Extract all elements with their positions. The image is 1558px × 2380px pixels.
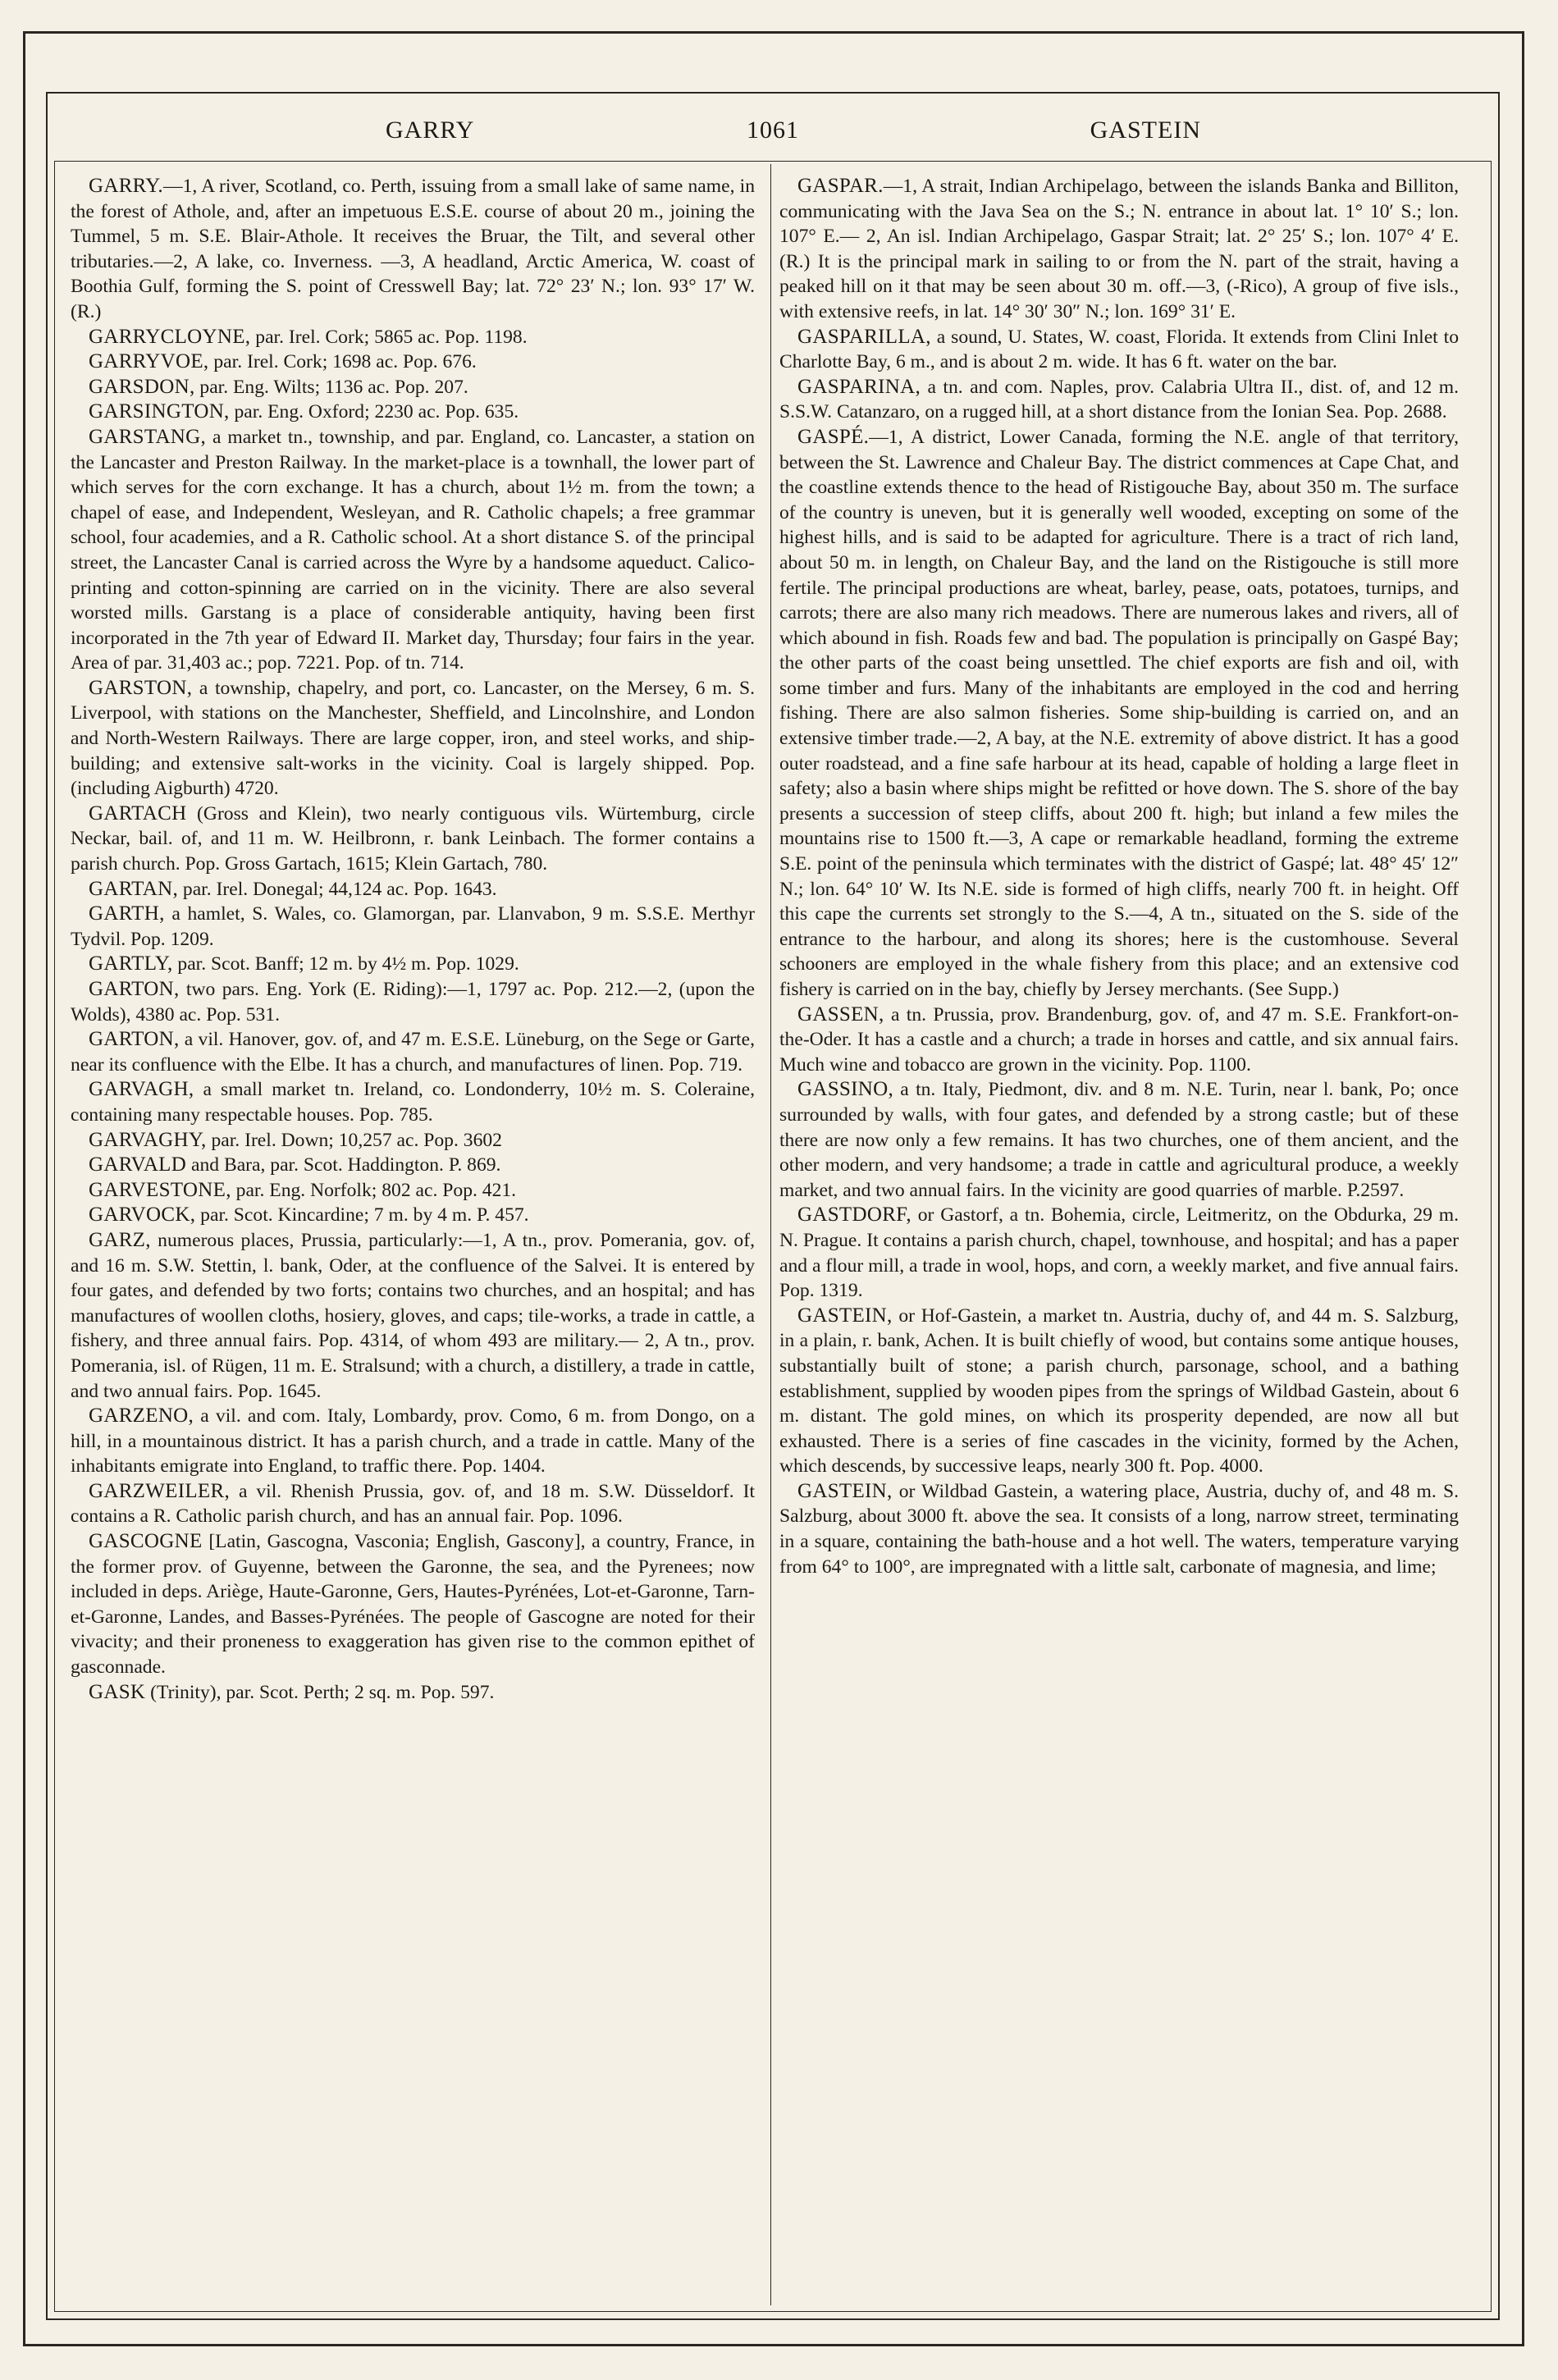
entry-text: par. Irel. Cork; 5865 ac. Pop. 1198. — [250, 326, 528, 348]
gazetteer-entry — [779, 174, 1459, 325]
gazetteer-entry — [71, 877, 755, 902]
entry-text: —1, A river, Scotland, co. Perth, issuing from a small lake of same name, in the forest of Athole, and, after an impetuous E.S.E. course of about 20 m., joining the Tummel, 5 m. S.E. Blair-Athole. It receives the Bruar, the Tilt, and several other tributaries.—2, A lake, co. Inverness. —3, A headland, Arctic America, W. coast of Boothia Gulf, forming the S. point of Cresswell Bay; lat. 72° 23′ N.; lon. 93° 17′ W. (R.) — [71, 176, 755, 322]
entry-text: (Gross and Klein), two nearly contiguous vils. Würtemburg, circle Neckar, bail. of, and 11 m. W. Heilbronn, r. bank Leinbach. The former contains a parish church. Pop. Gross Gartach, 1615; Klein Gartach, 780. — [71, 802, 755, 875]
gazetteer-entry — [71, 1027, 755, 1077]
gazetteer-entry — [71, 902, 755, 952]
gazetteer-entry — [71, 400, 755, 425]
running-head — [74, 116, 1472, 149]
gazetteer-entry — [71, 802, 755, 877]
entry-text: par. Scot. Kincardine; 7 m. by 4 m. P. 457. — [195, 1204, 529, 1227]
entry-headword: GARVOCK, — [89, 1204, 196, 1227]
entry-text: a vil. Hanover, gov. of, and 47 m. E.S.E. Lüneburg, on the Sege or Garte, near its confluence with the Elbe. It has a church, and manufactures of linen. Pop. 719. — [71, 1029, 755, 1076]
entry-text: par. Irel. Cork; 1698 ac. Pop. 676. — [208, 351, 477, 373]
entry-text: two pars. Eng. York (E. Riding):—1, 1797 ac. Pop. 212.—2, (upon the Wolds), 4380 ac. Pop. 531. — [71, 979, 755, 1026]
gazetteer-entry — [779, 1479, 1459, 1579]
gazetteer-entry — [779, 1003, 1459, 1078]
entry-headword: GARVALD — [89, 1153, 187, 1176]
gazetteer-entry — [779, 425, 1459, 1003]
entry-headword: GARTACH — [89, 802, 187, 825]
gazetteer-entry — [779, 325, 1459, 375]
entry-text: a vil. and com. Italy, Lombardy, prov. Como, 6 m. from Dongo, on a hill, in a mountainous district. It has a parish church, and a trade in cattle. Many of the inhabitants emigrate into England, to traffic there. Pop. 1404. — [71, 1405, 755, 1478]
entry-headword: GARVESTONE, — [89, 1178, 231, 1201]
entry-headword: GARTH, — [89, 902, 165, 925]
entry-text: par. Eng. Oxford; 2230 ac. Pop. 635. — [229, 401, 519, 423]
entry-text: a vil. Rhenish Prussia, gov. of, and 18 m. S.W. Düsseldorf. It contains a R. Catholic parish church, and has an annual fair. Pop. 1096. — [71, 1480, 755, 1528]
entry-headword: GASK — [89, 1680, 146, 1703]
entry-headword: GARTLY, — [89, 952, 173, 975]
entry-headword: GARSINGTON, — [89, 400, 230, 423]
entry-text: or Gastorf, a tn. Bohemia, circle, Leitmeritz, on the Obdurka, 29 m. N. Prague. It contains a parish church, chapel, townhouse, and hospital; and has a paper and a flour mill, a trade in wool, hops, and corn, a weekly market, and five annual fairs. Pop. 1319. — [779, 1204, 1459, 1302]
gazetteer-entry — [779, 1077, 1459, 1203]
entry-headword: GASPARINA, — [797, 375, 921, 398]
entry-headword: GARSDON, — [89, 375, 195, 398]
entry-headword: GARTON, — [89, 1028, 180, 1051]
entry-headword: GARTAN, — [89, 877, 179, 900]
gazetteer-entry — [71, 1178, 755, 1204]
gazetteer-entry — [779, 375, 1459, 425]
entry-text: a hamlet, S. Wales, co. Glamorgan, par. Llanvabon, 9 m. S.S.E. Merthyr Tydvil. Pop. 1209. — [71, 903, 755, 950]
entry-text: a tn. Prussia, prov. Brandenburg, gov. of, and 47 m. S.E. Frankfort-on-the-Oder. It has a castle and a church; a trade in horses and cattle, and six annual fairs. Much wine and tobacco are grown in the vicinity. Pop. 1100. — [779, 1003, 1459, 1076]
gazetteer-entry — [71, 425, 755, 676]
entry-headword: GASTEIN, — [797, 1304, 893, 1327]
entry-text: or Wildbad Gastein, a watering place, Austria, duchy of, and 48 m. S. Salzburg, about 3000 ft. above the sea. It consists of a long, narrow street, terminating in a square, containing the bath-house and a hot well. The waters, temperature varying from 64° to 100°, are impregnated with a little salt, carbonate of magnesia, and lime; — [779, 1480, 1459, 1578]
entry-headword: GASSINO, — [797, 1078, 893, 1101]
entry-text: a sound, U. States, W. coast, Florida. It extends from Clini Inlet to Charlotte Bay, 6 m., and is about 2 m. wide. It has 6 ft. water on the bar. — [779, 326, 1459, 373]
entry-headword: GARVAGHY, — [89, 1128, 207, 1151]
entry-headword: GASTDORF, — [797, 1204, 911, 1227]
entry-headword: GARSTON, — [89, 676, 193, 699]
entry-headword: GARSTANG, — [89, 425, 207, 448]
gazetteer-entry — [71, 1153, 755, 1178]
gazetteer-entry — [71, 952, 755, 977]
gazetteer-entry — [71, 1404, 755, 1479]
left-column — [71, 174, 755, 1705]
entry-text: or Hof-Gastein, a market tn. Austria, duchy of, and 44 m. S. Salzburg, in a plain, r. bank, Achen. It is built chiefly of wood, but contains some antique houses, substantially built of stone; a parish church, parsonage, school, and a bathing establishment, supplied by wooden pipes from the springs of Wildbad Gastein, about 6 m. distant. The gold mines, on which its prosperity depended, are now all but exhausted. There is a series of fine cascades in the vicinity, formed by the Achen, which descends, by successive leaps, nearly 300 ft. Pop. 4000. — [779, 1304, 1459, 1478]
gazetteer-entry — [71, 349, 755, 375]
gazetteer-entry — [71, 1228, 755, 1404]
gazetteer-entry — [71, 1479, 755, 1529]
entry-headword: GASSEN, — [797, 1003, 884, 1026]
entry-headword: GASPARILLA, — [797, 325, 931, 348]
page-number: 1061 — [747, 116, 799, 144]
gazetteer-entry — [71, 676, 755, 802]
gazetteer-entry — [779, 1203, 1459, 1303]
header-right-word: GASTEIN — [1090, 116, 1201, 144]
gazetteer-entry — [71, 174, 755, 325]
gazetteer-entry — [71, 375, 755, 400]
entry-text: a township, chapelry, and port, co. Lancaster, on the Mersey, 6 m. S. Liverpool, with stations on the Manchester, Sheffield, and Lincolnshire, and London and North-Western Railways. There are large copper, iron, and steel works, and ship-building; and extensive salt-works in the vicinity. Coal is largely shipped. Pop. (including Aigburth) 4720. — [71, 677, 755, 800]
entry-text: a small market tn. Ireland, co. Londonderry, 10½ m. S. Coleraine, containing many respectable houses. Pop. 785. — [71, 1079, 755, 1126]
entry-text: par. Eng. Wilts; 1136 ac. Pop. 207. — [194, 376, 468, 398]
entry-headword: GASPAR. — [797, 175, 884, 197]
entry-text: and Bara, par. Scot. Haddington. P. 869. — [186, 1154, 501, 1176]
entry-text: par. Eng. Norfolk; 802 ac. Pop. 421. — [231, 1179, 517, 1201]
entry-headword: GARZENO, — [89, 1405, 194, 1428]
gazetteer-entry — [71, 1680, 755, 1706]
entry-headword: GARZWEILER, — [89, 1479, 231, 1502]
entry-text: par. Scot. Banff; 12 m. by 4½ m. Pop. 1029. — [172, 953, 519, 975]
entry-text: a tn. Italy, Piedmont, div. and 8 m. N.E. Turin, near l. bank, Po; once surrounded by walls, with four gates, and defended by a strong castle; but of these there are now only a few remains. It has two churches, one of them ancient, and the other modern, and very handsome; a trade in cattle and agricultural produce, a weekly market, and two annual fairs. In the vicinity are good quarries of marble. P.2597. — [779, 1079, 1459, 1201]
entry-headword: GASCOGNE — [89, 1530, 203, 1553]
gazetteer-entry — [71, 1077, 755, 1127]
entry-headword: GARZ, — [89, 1228, 151, 1251]
entry-headword: GARRYVOE, — [89, 350, 209, 373]
entry-text: par. Irel. Down; 10,257 ac. Pop. 3602 — [206, 1129, 502, 1151]
entry-text: [Latin, Gascogna, Vasconia; English, Gascony], a country, France, in the former prov. of Guyenne, between the Garonne, the sea, and the Pyrenees; now included in deps. Ariège, Haute-Garonne, Gers, Hautes-Pyrénées, Lot-et-Garonne, Tarn-et-Garonne, Landes, and Basses-Pyrénées. The people of Gascogne are noted for their vivacity; and their proneness to exaggeration has given rise to the common epithet of gasconnade. — [71, 1531, 755, 1679]
entry-headword: GASPÉ. — [797, 425, 870, 448]
entry-text: —1, A strait, Indian Archipelago, between the islands Banka and Billiton, communicating with the Java Sea on the S.; N. entrance in about lat. 1° 10′ S.; lon. 107° E.— 2, An isl. Indian Archipelago, Gaspar Strait; lat. 2° 25′ S.; lon. 107° 4′ E. (R.) It is the principal mark in sailing to or from the N. part of the strait, having a peaked hill on it that may be seen about 30 m. off.—3, (-Rico), A group of five isls., with extensive reefs, in lat. 14° 30′ 30″ N.; lon. 169° 31′ E. — [779, 176, 1459, 322]
gazetteer-entry — [71, 977, 755, 1027]
entry-text: (Trinity), par. Scot. Perth; 2 sq. m. Pop. 597. — [145, 1681, 495, 1703]
entry-headword: GARRY. — [89, 175, 163, 197]
right-column — [779, 174, 1459, 1579]
entry-headword: GARTON, — [89, 978, 180, 1000]
gazetteer-entry — [71, 325, 755, 350]
entry-headword: GARRYCLOYNE, — [89, 325, 251, 348]
entry-text: a market tn., township, and par. England, co. Lancaster, a station on the Lancaster and Preston Railway. In the market-place is a townhall, the lower part of which serves for the corn exchange. It has a church, about 1½ m. from the town; a chapel of ease, and Independent, Wesleyan, and R. Catholic chapels; a free grammar school, four academies, and a R. Catholic school. At a short distance S. of the principal street, the Lancaster Canal is carried across the Wyre by a handsome aqueduct. Calico-printing and cotton-spinning are carried on in the vicinity. There are also several worsted mills. Garstang is a place of considerable antiquity, having been first incorporated in the 7th year of Edward II. Market day, Thursday; four fairs in the year. Area of par. 31,403 ac.; pop. 7221. Pop. of tn. 714. — [71, 426, 755, 674]
entry-text: —1, A district, Lower Canada, forming the N.E. angle of that territory, between the St. Lawrence and Chaleur Bay. The district commences at Cape Chat, and the coastline extends thence to the head of Ristigouche Bay, about 350 m. The surface of the country is uneven, but it is generally well wooded, excepting on some of the highest hills, and is said to be adapted for agriculture. There is a tract of rich land, about 50 m. in length, on Chaleur Bay, and the land on the Ristigouche is still more fertile. The principal productions are wheat, barley, pease, oats, potatoes, turnips, and carrots; there are also many rich meadows. There are numerous lakes and rivers, all of which abound in fish. Roads few and bad. The population is principally on Gaspé Bay; the other parts of the coast being unsettled. The chief exports are fish and oil, with some timber and furs. Many of the inhabitants are employed in the cod and herring fishing. There are also salmon fisheries. Some ship-building is carried on, and an extensive timber trade.—2, A bay, at the N.E. extremity of above district. It has a good outer roadstead, and a fine safe harbour at its head, capable of holding a large fleet in safety; also a basin where ships might be refitted or hove down. The S. shore of the bay presents a succession of steep cliffs, about 200 ft. high; but inland a few miles the mountains rise to 1500 ft.—3, A cape or remarkable headland, forming the extreme S.E. point of the peninsula which terminates with the district of Gaspé; lat. 48° 45′ 12″ N.; lon. 64° 10′ W. Its N.E. side is formed of high cliffs, nearly 700 ft. in height. Off this cape the currents set strongly to the S.—4, A tn., situated on the S. side of the entrance to the harbour, and along its shores; here is the customhouse. Several schooners are employed in the whale fishery from this place; and an extensive cod fishery is carried on in the bay, chiefly by Jersey merchants. (See Supp.) — [779, 426, 1459, 1000]
entry-headword: GASTEIN, — [797, 1479, 893, 1502]
gazetteer-entry — [71, 1529, 755, 1680]
entry-text: par. Irel. Donegal; 44,124 ac. Pop. 1643. — [178, 878, 497, 900]
entry-text: numerous places, Prussia, particularly:—1, A tn., prov. Pomerania, gov. of, and 16 m. S.W. Stettin, l. bank, Oder, at the confluence of the Salvei. It is entered by four gates, and defended by two forts; contains two churches, and an hospital; and has manufactures of woollen cloths, hosiery, gloves, and caps; tile-works, a trade in cattle, a fishery, and three annual fairs. Pop. 4314, of whom 493 are military.— 2, A tn., prov. Pomerania, isl. of Rügen, 11 m. E. Stralsund; with a church, a distillery, a trade in cattle, and two annual fairs. Pop. 1645. — [71, 1229, 755, 1402]
column-divider — [770, 164, 771, 2305]
gazetteer-entry — [71, 1128, 755, 1153]
gazetteer-entry — [779, 1304, 1459, 1479]
header-left-word: GARRY — [386, 116, 475, 144]
entry-headword: GARVAGH, — [89, 1078, 194, 1101]
gazetteer-entry — [71, 1203, 755, 1228]
entry-text: a tn. and com. Naples, prov. Calabria Ultra II., dist. of, and 12 m. S.S.W. Catanzaro, on a rugged hill, at a short distance from the Ionian Sea. Pop. 2688. — [779, 376, 1459, 423]
